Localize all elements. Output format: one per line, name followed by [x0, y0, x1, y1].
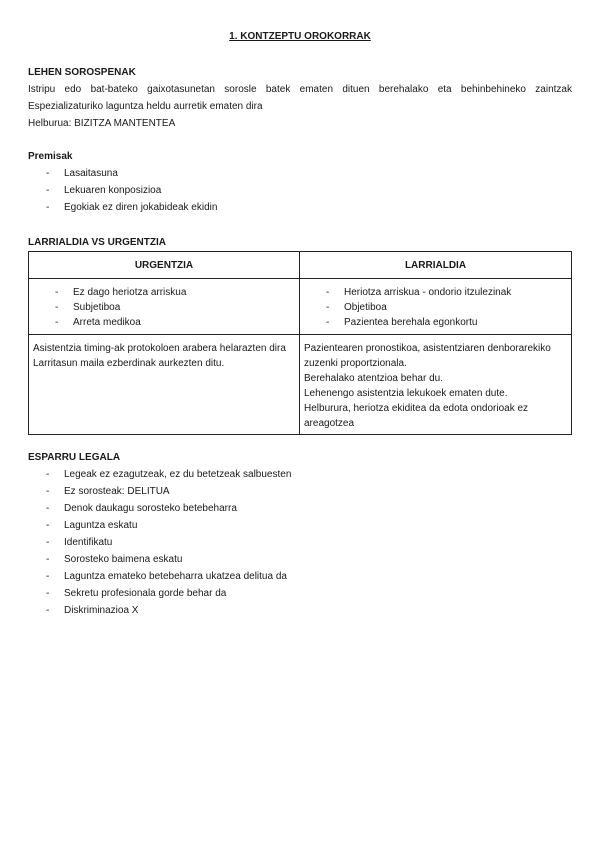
- list-item: [33, 315, 295, 330]
- list-item-text: Objetiboa: [344, 302, 387, 313]
- list-item: [304, 285, 567, 300]
- premisak-heading: Premisak: [28, 151, 73, 162]
- list-item: [28, 466, 572, 483]
- dash-bullet: -: [46, 185, 50, 196]
- list-item-text: Subjetiboa: [73, 302, 121, 313]
- list-item-text: Ez sorosteak: DELITUA: [64, 486, 170, 497]
- list-item: [33, 300, 295, 315]
- list-item: [304, 300, 567, 315]
- dash-bullet: -: [46, 554, 50, 565]
- list-item: [28, 568, 572, 585]
- table-row: [29, 335, 572, 435]
- list-item-text: Heriotza arriskua - ondorio itzulezinak: [344, 287, 512, 298]
- lehen-definition: Istripu edo bat-bateko gaixotasunetan sorosle batek ematen dituen berehalako eta behinbehineko zaintzak: [28, 84, 572, 95]
- lehen-section: [28, 64, 572, 132]
- cell-line: Berehalako atentzioa behar du.: [304, 373, 443, 384]
- esparru-section: [28, 449, 572, 619]
- urgentzia-text-cell: [29, 335, 300, 435]
- comparison-heading: LARRIALDIA VS URGENTZIA: [28, 237, 166, 248]
- list-item-text: Sekretu profesionala gorde behar da: [64, 588, 227, 599]
- cell-line: Larritasun maila ezberdinak aurkezten ditu.: [33, 358, 225, 369]
- list-item: [28, 165, 572, 182]
- dash-bullet: -: [326, 287, 330, 298]
- list-item-text: Sorosteko baimena eskatu: [64, 554, 183, 565]
- larrialdia-list-cell: [300, 279, 572, 335]
- urgentzia-list-cell: [29, 279, 300, 335]
- list-item: [33, 285, 295, 300]
- dash-bullet: -: [46, 571, 50, 582]
- premisak-list: [28, 165, 572, 216]
- list-item-text: Ez dago heriotza arriskua: [73, 287, 187, 298]
- cell-line: Lehenengo asistentzia lekukoek ematen dute.: [304, 388, 508, 399]
- list-item-text: Legeak ez ezagutzeak, ez du betetzeak salbuesten: [64, 469, 292, 480]
- list-item: [28, 517, 572, 534]
- list-item-text: Lasaitasuna: [64, 168, 118, 179]
- lehen-goal: Helburua: BIZITZA MANTENTEA: [28, 118, 176, 129]
- dash-bullet: -: [55, 302, 59, 313]
- col-header-larrialdia: LARRIALDIA: [300, 252, 572, 279]
- list-item-text: Egokiak ez diren jokabideak ekidin: [64, 202, 218, 213]
- cell-line: Asistentzia timing-ak protokoloen arabera helarazten dira: [33, 343, 286, 354]
- premisak-section: [28, 148, 572, 216]
- list-item-text: Identifikatu: [64, 537, 113, 548]
- cell-line: Helburura, heriotza ekiditea da edota ondorioak ez areagotzea: [304, 403, 529, 429]
- cell-line: Pazientearen pronostikoa, asistentziaren denborarekiko zuzenki proportzionala.: [304, 343, 551, 369]
- list-item-text: Laguntza emateko betebeharra ukatzea delitua da: [64, 571, 287, 582]
- list-item: [28, 199, 572, 216]
- larrialdia-text-cell: [300, 335, 572, 435]
- dash-bullet: -: [46, 202, 50, 213]
- dash-bullet: -: [326, 302, 330, 313]
- larrialdia-list: [304, 285, 567, 330]
- list-item-text: Arreta medikoa: [73, 317, 141, 328]
- list-item: [304, 315, 567, 330]
- table-header-row: [29, 252, 572, 279]
- dash-bullet: -: [326, 317, 330, 328]
- dash-bullet: -: [46, 537, 50, 548]
- list-item-text: Pazientea berehala egonkortu: [344, 317, 478, 328]
- dash-bullet: -: [46, 503, 50, 514]
- esparru-list: [28, 466, 572, 619]
- table-row: [29, 279, 572, 335]
- list-item: [28, 483, 572, 500]
- comparison-table: [28, 251, 572, 435]
- dash-bullet: -: [46, 588, 50, 599]
- list-item-text: Diskriminazioa X: [64, 605, 139, 616]
- list-item: [28, 585, 572, 602]
- dash-bullet: -: [46, 486, 50, 497]
- urgentzia-list: [33, 285, 295, 330]
- dash-bullet: -: [46, 168, 50, 179]
- list-item-text: Lekuaren konposizioa: [64, 185, 162, 196]
- esparru-heading: ESPARRU LEGALA: [28, 452, 121, 463]
- list-item: [28, 602, 572, 619]
- dash-bullet: -: [46, 605, 50, 616]
- list-item-text: Laguntza eskatu: [64, 520, 138, 531]
- list-item: [28, 534, 572, 551]
- lehen-heading: LEHEN SOROSPENAK: [28, 67, 136, 78]
- list-item: [28, 182, 572, 199]
- list-item: [28, 551, 572, 568]
- page-title: 1. KONTZEPTU OROKORRAK: [229, 31, 371, 42]
- dash-bullet: -: [55, 287, 59, 298]
- dash-bullet: -: [55, 317, 59, 328]
- col-header-urgentzia: URGENTZIA: [29, 252, 300, 279]
- comparison-section: [28, 234, 572, 435]
- dash-bullet: -: [46, 469, 50, 480]
- dash-bullet: -: [46, 520, 50, 531]
- list-item: [28, 500, 572, 517]
- lehen-specialized: Espezializaturiko laguntza heldu aurretik ematen dira: [28, 101, 263, 112]
- list-item-text: Denok daukagu sorosteko betebeharra: [64, 503, 237, 514]
